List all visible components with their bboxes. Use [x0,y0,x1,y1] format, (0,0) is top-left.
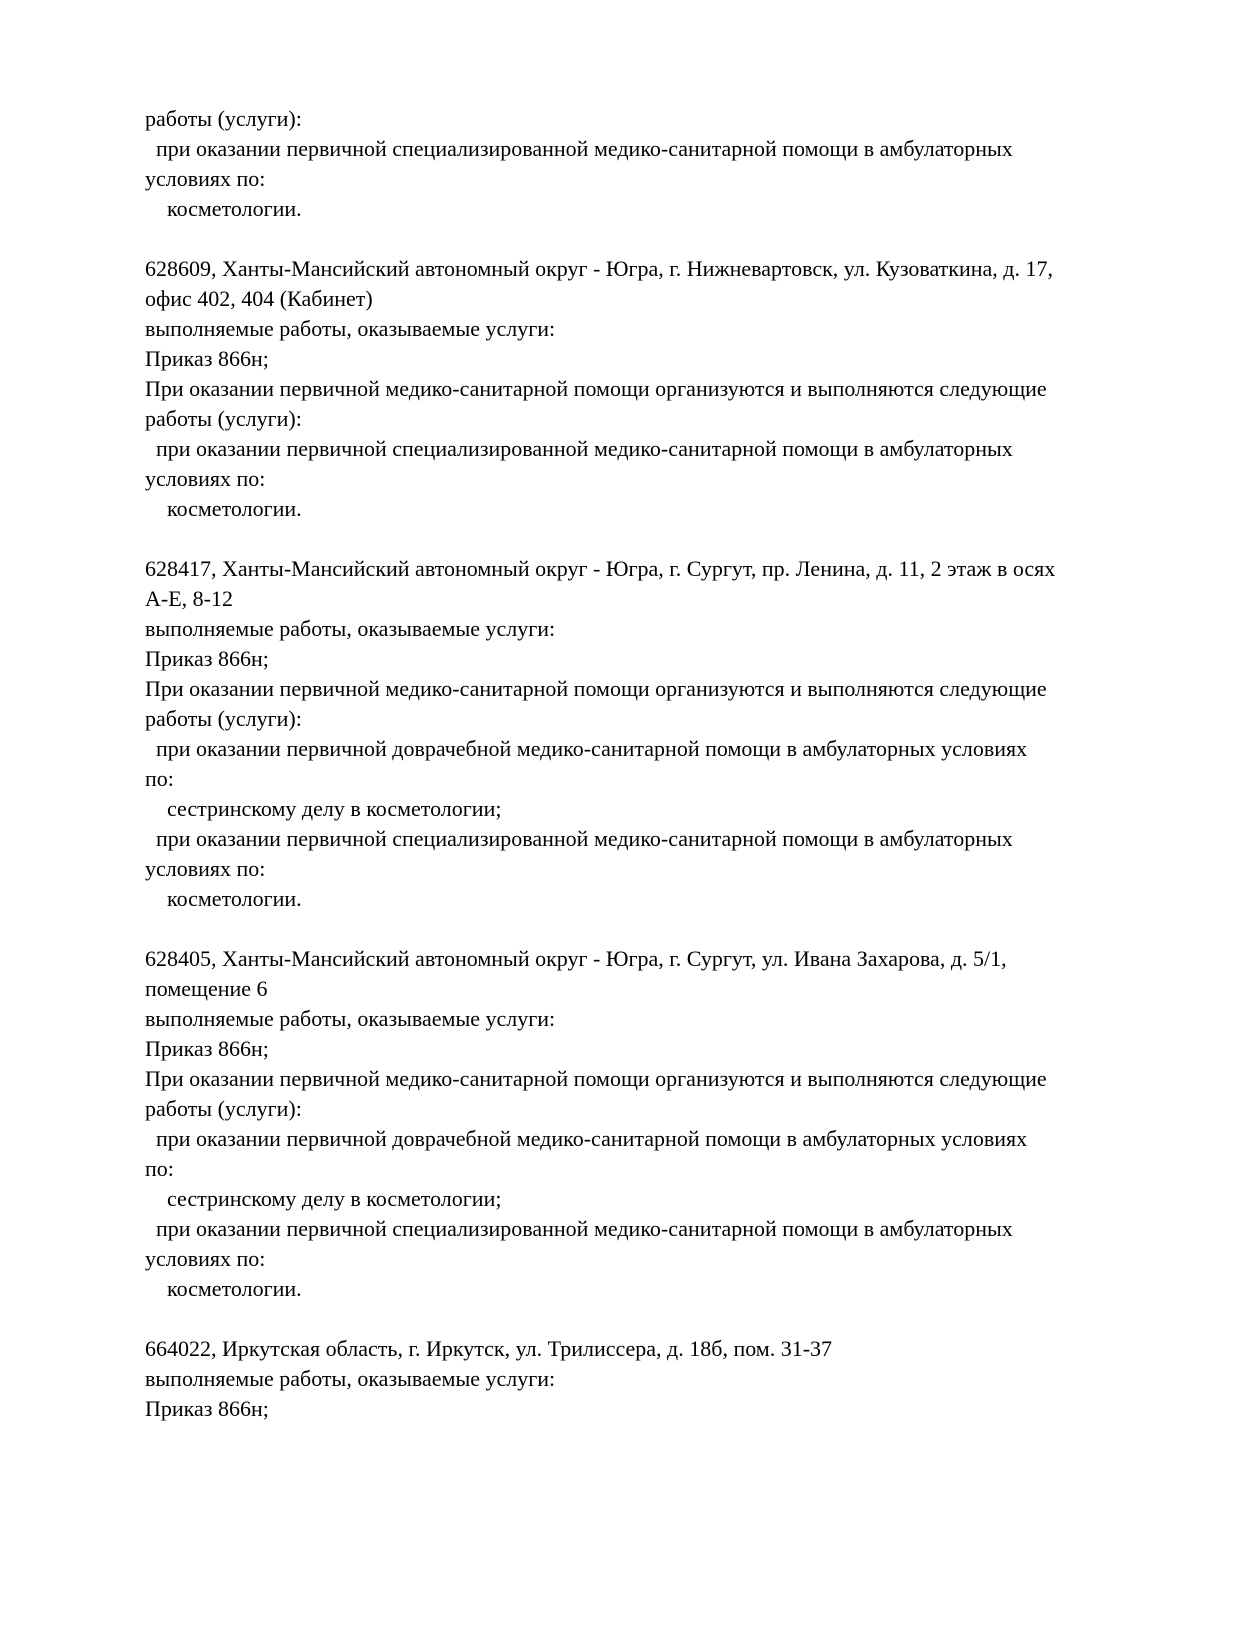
text-line: 628417, Ханты-Мансийский автономный округ - Югра, г. Сургут, пр. Ленина, д. 11, 2 этаж в осях [145,556,1056,581]
text-line: условиях по: [145,166,266,191]
license-entry-628417 [145,554,1200,914]
license-entry-628609 [145,254,1200,524]
text-line: 628405, Ханты-Мансийский автономный округ - Югра, г. Сургут, ул. Ивана Захарова, д. 5/1, [145,946,1007,971]
text-line: при оказании первичной доврачебной медико-санитарной помощи в амбулаторных условиях [145,736,1028,761]
text-line: условиях по: [145,1246,266,1271]
text-line: работы (услуги): [145,706,302,731]
text-line: выполняемые работы, оказываемые услуги: [145,316,556,341]
text-line: косметологии. [145,196,302,221]
text-line: сестринскому делу в косметологии; [145,1186,502,1211]
license-text-body [145,104,1200,1424]
text-line: косметологии. [145,886,302,911]
license-entry-628405 [145,944,1200,1304]
text-line: выполняемые работы, оказываемые услуги: [145,1006,556,1031]
text-line: При оказании первичной медико-санитарной помощи организуются и выполняются следующие [145,376,1047,401]
text-line: Приказ 866н; [145,346,269,371]
text-line: А-Е, 8-12 [145,586,233,611]
text-line: При оказании первичной медико-санитарной помощи организуются и выполняются следующие [145,676,1047,701]
text-line: при оказании первичной специализированной медико-санитарной помощи в амбулаторных [145,436,1013,461]
text-line: при оказании первичной специализированной медико-санитарной помощи в амбулаторных [145,1216,1013,1241]
text-line: при оказании первичной специализированной медико-санитарной помощи в амбулаторных [145,826,1013,851]
text-line: Приказ 866н; [145,646,269,671]
text-line: при оказании первичной доврачебной медико-санитарной помощи в амбулаторных условиях [145,1126,1028,1151]
text-line: сестринскому делу в косметологии; [145,796,502,821]
text-line: Приказ 866н; [145,1396,269,1421]
text-line: условиях по: [145,466,266,491]
text-line: офис 402, 404 (Кабинет) [145,286,373,311]
text-line: выполняемые работы, оказываемые услуги: [145,1366,556,1391]
text-line: по: [145,766,174,791]
text-line: по: [145,1156,174,1181]
text-line: При оказании первичной медико-санитарной помощи организуются и выполняются следующие [145,1066,1047,1091]
text-line: выполняемые работы, оказываемые услуги: [145,616,556,641]
text-line: работы (услуги): [145,1096,302,1121]
text-line: косметологии. [145,496,302,521]
text-line: 628609, Ханты-Мансийский автономный округ - Югра, г. Нижневартовск, ул. Кузоваткина, д. 17, [145,256,1053,281]
license-entry-664022 [145,1334,1200,1424]
text-line: работы (услуги): [145,406,302,431]
text-line: помещение 6 [145,976,268,1001]
text-line: 664022, Иркутская область, г. Иркутск, ул. Трилиссера, д. 18б, пом. 31-37 [145,1336,833,1361]
license-entry-continuation [145,104,1200,224]
text-line: работы (услуги): [145,106,302,131]
text-line: при оказании первичной специализированной медико-санитарной помощи в амбулаторных [145,136,1013,161]
text-line: условиях по: [145,856,266,881]
text-line: косметологии. [145,1276,302,1301]
text-line: Приказ 866н; [145,1036,269,1061]
